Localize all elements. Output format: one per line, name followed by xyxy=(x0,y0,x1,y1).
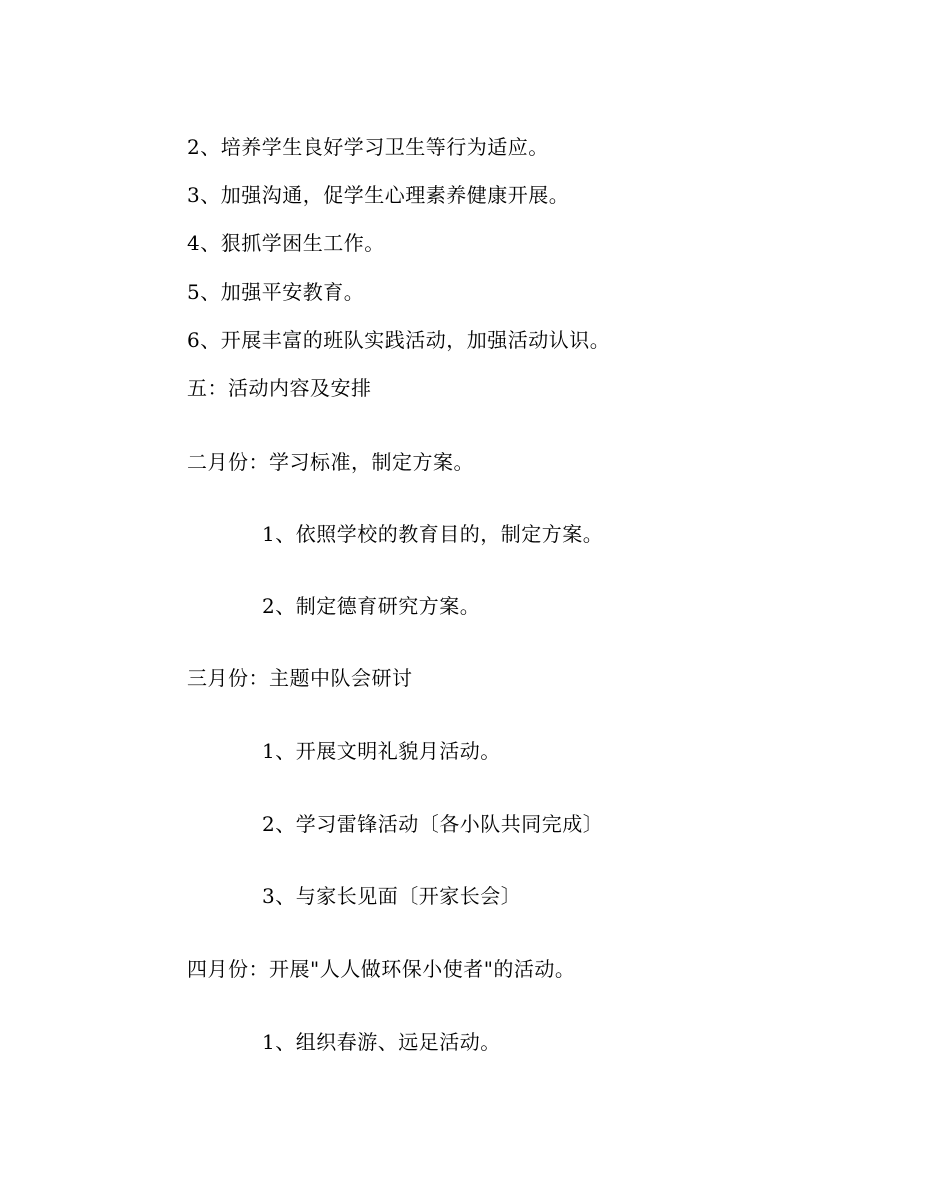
march-item-1: 1、开展文明礼貌月活动。 xyxy=(262,739,501,763)
goal-item-2: 2、培养学生良好学习卫生等行为适应。 xyxy=(187,135,549,159)
goal-item-6: 6、开展丰富的班队实践活动，加强活动认识。 xyxy=(187,328,611,352)
march-item-2: 2、学习雷锋活动〔各小队共同完成〕 xyxy=(262,812,604,836)
february-item-2: 2、制定德育研究方案。 xyxy=(262,594,481,618)
month-heading-april: 四月份：开展"人人做环保小使者"的活动。 xyxy=(187,957,576,981)
goal-item-3: 3、加强沟通，促学生心理素养健康开展。 xyxy=(187,183,570,207)
april-item-1: 1、组织春游、远足活动。 xyxy=(262,1030,501,1054)
goal-item-4: 4、狠抓学困生工作。 xyxy=(187,231,385,255)
month-heading-march: 三月份：主题中队会研讨 xyxy=(187,666,413,690)
section-heading: 五：活动内容及安排 xyxy=(187,376,372,400)
goal-item-5: 5、加强平安教育。 xyxy=(187,280,365,304)
month-heading-february: 二月份：学习标准，制定方案。 xyxy=(187,450,474,474)
march-item-3: 3、与家长见面〔开家长会〕 xyxy=(262,884,522,908)
february-item-1: 1、依照学校的教育目的，制定方案。 xyxy=(262,522,604,546)
